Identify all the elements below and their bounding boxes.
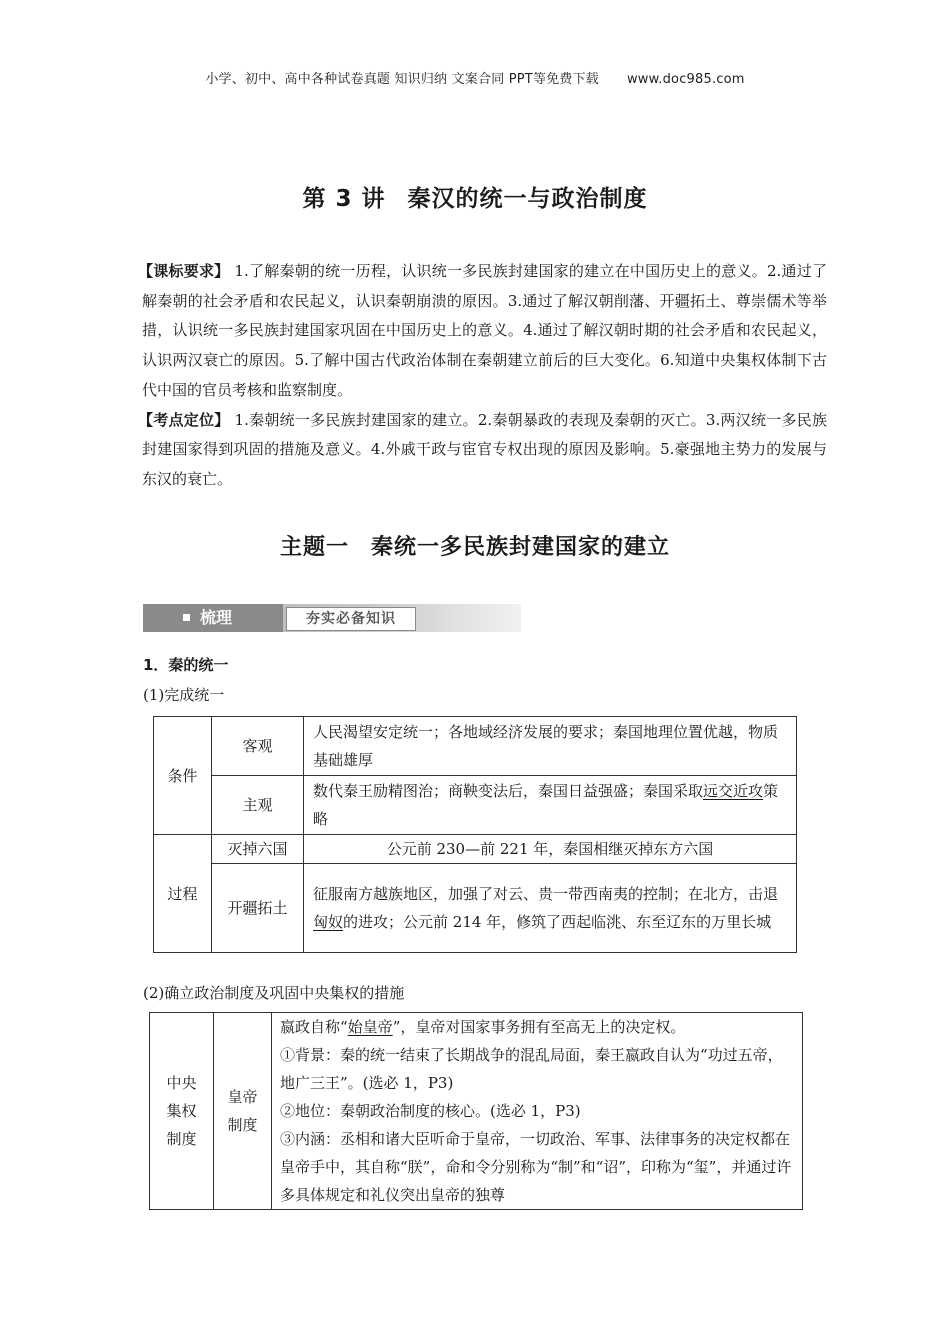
table-row bbox=[154, 717, 797, 776]
cell-text: 征服南方越族地区，加强了对云、贵一带西南夷的控制；在北方，击退 bbox=[313, 885, 779, 903]
cell-text: 嬴政自称“ bbox=[280, 1018, 348, 1036]
political-system-table bbox=[149, 1012, 803, 1210]
cell-line: ②地位：秦朝政治制度的核心。(选必 1，P3) bbox=[280, 1102, 581, 1120]
cell-text: ”，皇帝对国家事务拥有至高无上的决定权。 bbox=[392, 1018, 686, 1036]
cell-line: ③内涵：丞相和诸大臣听命于皇帝，一切政治、军事、法律事务的决定权都在皇帝手中，其自称“朕”，命和令分别称为“制”和“诏”，印称为“玺”，并通过许多具体规定和礼仪突出皇帝的独尊 bbox=[280, 1130, 792, 1204]
section-banner bbox=[143, 604, 521, 632]
subsection-heading-2: (2)确立政治制度及巩固中央集权的措施 bbox=[143, 984, 405, 1002]
cell-text: 策略 bbox=[313, 782, 779, 828]
exam-focus bbox=[138, 406, 827, 495]
cell-line bbox=[280, 1013, 794, 1041]
banner-left bbox=[143, 604, 283, 632]
intro-block bbox=[138, 257, 827, 495]
table-cell bbox=[272, 1013, 803, 1210]
table-cell bbox=[304, 776, 797, 835]
focus-tag: 【考点定位】 bbox=[138, 410, 230, 429]
underlined-term: 远交近攻 bbox=[703, 782, 764, 800]
requirements-tag: 【课标要求】 bbox=[138, 262, 230, 280]
cell-text: 数代秦王励精图治；商鞅变法后，秦国日益强盛；秦国采取 bbox=[313, 782, 704, 800]
table-cell: 主观 bbox=[212, 776, 304, 835]
table-cell: 公元前 230—前 221 年，秦国相继灭掉东方六国 bbox=[304, 835, 797, 864]
table-cell: 条件 bbox=[154, 717, 212, 835]
subject-title: 秦统一多民族封建国家的建立 bbox=[371, 535, 671, 560]
banner-right-label: 夯实必备知识 bbox=[286, 607, 416, 631]
underlined-term: 始皇帝 bbox=[347, 1018, 393, 1036]
subject-heading bbox=[0, 530, 950, 561]
table-cell: 皇帝制度 bbox=[214, 1013, 272, 1210]
title-lecture-number: 第 3 讲 bbox=[302, 186, 386, 212]
header-site-text: 小学、初中、高中各种试卷真题 知识归纳 文案合同 PPT等免费下载 bbox=[205, 72, 599, 87]
banner-left-label: 梳理 bbox=[200, 608, 233, 627]
table-row bbox=[154, 864, 797, 953]
table-cell: 过程 bbox=[154, 835, 212, 953]
course-requirements bbox=[138, 257, 827, 406]
subject-number: 主题一 bbox=[279, 535, 349, 560]
table-cell: 中央集权制度 bbox=[150, 1013, 214, 1210]
table-row bbox=[154, 835, 797, 864]
unification-table bbox=[153, 716, 797, 953]
section-heading: 1．秦的统一 bbox=[143, 656, 229, 674]
cell-line: ①背景：秦的统一结束了长期战争的混乱局面，秦王嬴政自认为“功过五帝，地广三王”。(选必 1，P3) bbox=[280, 1046, 783, 1092]
table-cell: 人民渴望安定统一；各地域经济发展的要求；秦国地理位置优越，物质基础雄厚 bbox=[304, 717, 797, 776]
requirements-text: 1.了解秦朝的统一历程，认识统一多民族封建国家的建立在中国历史上的意义。2.通过了解秦朝的社会矛盾和农民起义，认识秦朝崩溃的原因。3.通过了解汉朝削藩、开疆拓土、尊崇儒术等举措，认识统一多民族封建国家巩固在中国历史上的意义。4.通过了解汉朝时期的社会矛盾和农民起义，认识两汉衰亡的原因。5.了解中国古代政治体制在秦朝建立前后的巨大变化。6.知道中央集权体制下古代中国的官员考核和监察制度。 bbox=[142, 262, 827, 399]
underlined-term: 匈奴 bbox=[313, 913, 344, 931]
header-url[interactable]: www.doc985.com bbox=[626, 72, 745, 87]
table-row bbox=[154, 776, 797, 835]
page-header bbox=[0, 68, 950, 87]
title-text: 秦汉的统一与政治制度 bbox=[407, 186, 648, 212]
subsection-heading-1: (1)完成统一 bbox=[143, 686, 225, 704]
page-title bbox=[0, 180, 950, 213]
table-cell: 开疆拓土 bbox=[212, 864, 304, 953]
cell-text: 的进攻；公元前 214 年，修筑了西起临洮、东至辽东的万里长城 bbox=[343, 913, 772, 931]
table-cell: 灭掉六国 bbox=[212, 835, 304, 864]
table-cell bbox=[304, 864, 797, 953]
table-cell: 客观 bbox=[212, 717, 304, 776]
focus-text: 1.秦朝统一多民族封建国家的建立。2.秦朝暴政的表现及秦朝的灭亡。3.两汉统一多民族封建国家得到巩固的措施及意义。4.外戚干政与宦官专权出现的原因及影响。5.豪强地主势力的发展与东汉的衰亡。 bbox=[142, 410, 827, 488]
square-bullet-icon bbox=[183, 614, 190, 621]
table-row bbox=[150, 1013, 803, 1210]
